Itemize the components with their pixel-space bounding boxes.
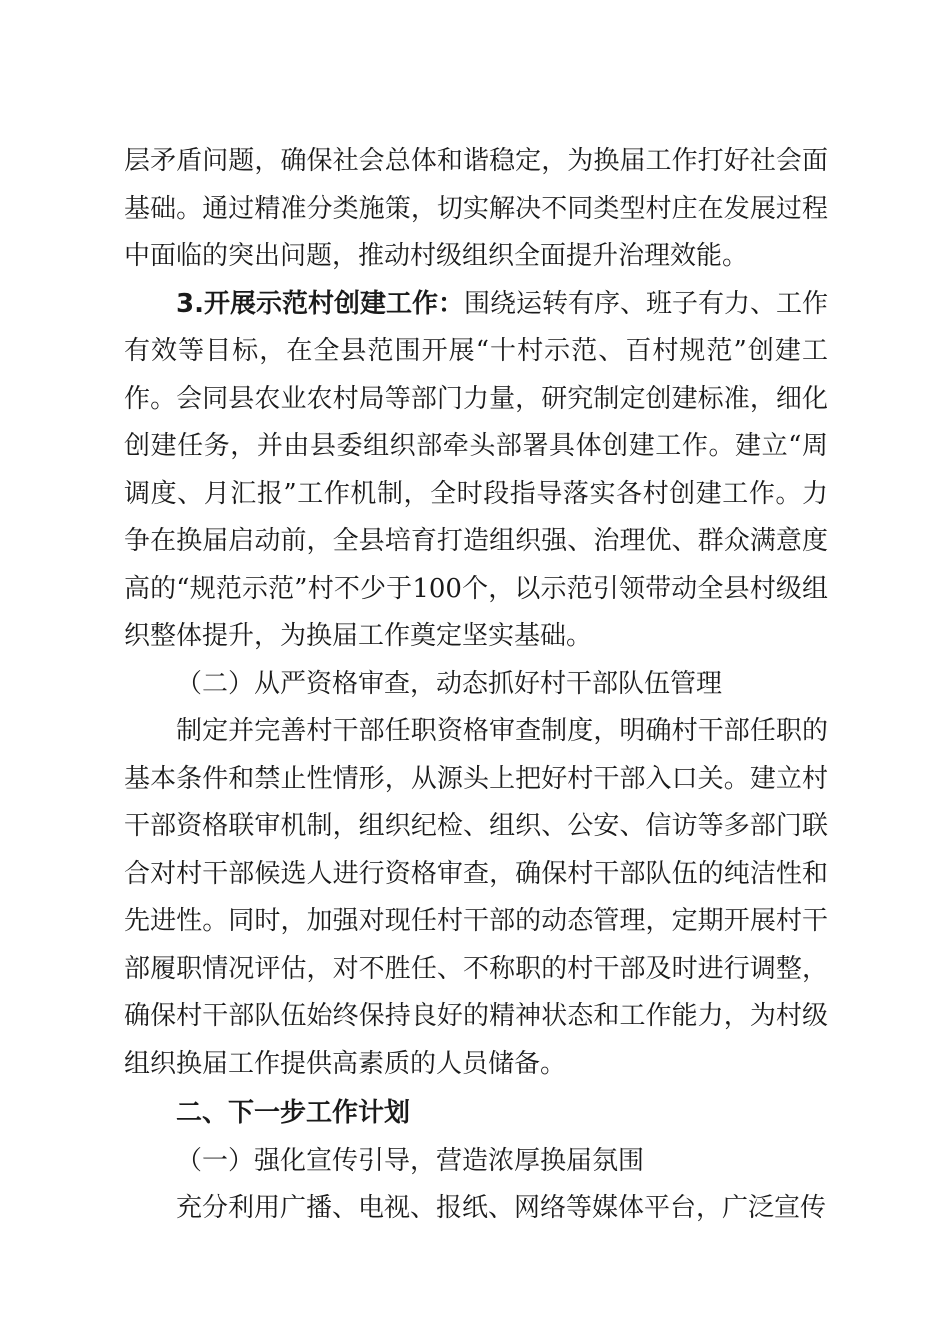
- item-3-label: 3.开展示范村创建工作：: [176, 288, 464, 319]
- paragraph-part2-1-body: 充分利用广播、电视、报纸、网络等媒体平台，广泛宣传: [176, 1193, 827, 1223]
- paragraph-item-3: [124, 281, 828, 661]
- document-body: [124, 138, 828, 1233]
- paragraph-continuation: 层矛盾问题，确保社会总体和谐稳定，为换届工作打好社会面基础。通过精准分类施策，切实解决不同类型村庄在发展过程中面临的突出问题，推动村级组织全面提升治理效能。: [124, 146, 828, 271]
- item-3-body: 围绕运转有序、班子有力、工作有效等目标，在全县范围开展“十村示范、百村规范”创建工作。会同县农业农村局等部门力量，研究制定创建标准，细化创建任务，并由县委组织部牵头部署具体创建工作。建立“周调度、月汇报”工作机制，全时段指导落实各村创建工作。力争在换届启动前，全县培育打造组织强、治理优、群众满意度高的“规范示范”村不少于100个，以示范引领带动全县村级组织整体提升，为换届工作奠定坚实基础。: [124, 288, 828, 651]
- section-heading-part2-1: （一）强化宣传引导，营造浓厚换届氛围: [176, 1145, 645, 1176]
- part-heading-2: 二、下一步工作计划: [176, 1098, 411, 1128]
- paragraph-section-2-body: 制定并完善村干部任职资格审查制度，明确村干部任职的基本条件和禁止性情形，从源头上把好村干部入口关。建立村干部资格联审机制，组织纪检、组织、公安、信访等多部门联合对村干部候选人进行资格审查，确保村干部队伍的纯洁性和先进性。同时，加强对现任村干部的动态管理，定期开展村干部履职情况评估，对不胜任、不称职的村干部及时进行调整，确保村干部队伍始终保持良好的精神状态和工作能力，为村级组织换届工作提供高素质的人员储备。: [124, 716, 828, 1079]
- section-heading-2: （二）从严资格审查，动态抓好村干部队伍管理: [176, 668, 723, 699]
